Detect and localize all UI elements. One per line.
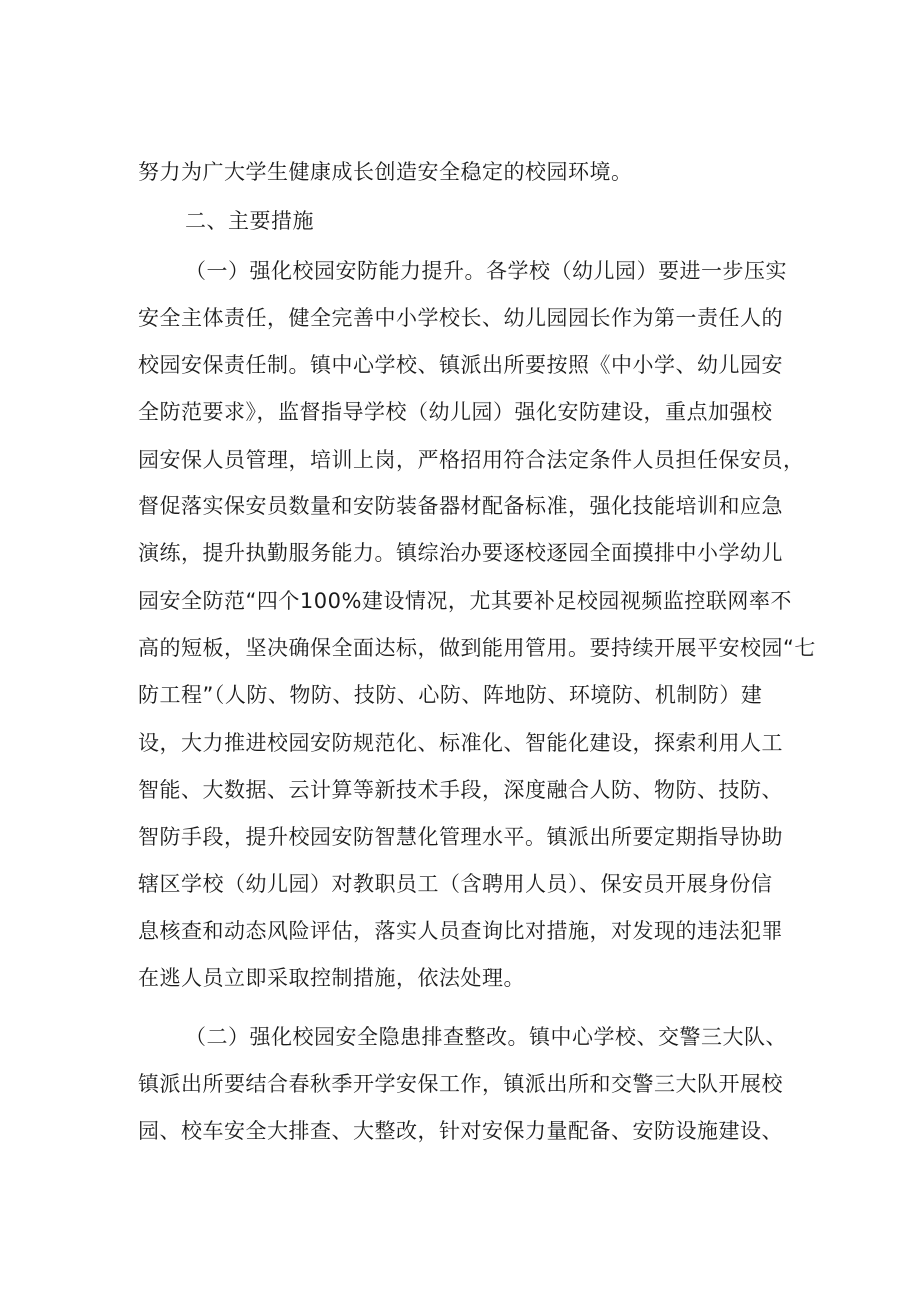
paragraph-1-line: 安全主体责任，健全完善中小学校长、幼儿园园长作为第一责任人的 [138,306,783,330]
paragraph-2-line: （二）强化校园安全隐患排查整改。镇中心学校、交警三大队、 [185,1025,787,1049]
paragraph-1-line: 辖区学校（幼儿园）对教职员工（含聘用人员）、保安员开展身份信 [138,872,773,896]
paragraph-2-line: 园、校车安全大排查、大整改，针对安保力量配备、安防设施建设、 [138,1119,783,1143]
paragraph-1-line: 督促落实保安员数量和安防装备器材配备标准，强化技能培训和应急 [138,494,783,518]
paragraph-1-line: 智能、大数据、云计算等新技术手段，深度融合人防、物防、技防、 [138,778,783,802]
paragraph-1-line: 全防范要求》，监督指导学校（幼儿园）强化安防建设，重点加强校 [138,400,773,424]
paragraph-1-line: 息核查和动态风险评估，落实人员查询比对措施，对发现的违法犯罪 [138,919,783,943]
paragraph-1-line: 设，大力推进校园安防规范化、标准化、智能化建设，探索利用人工 [138,731,783,755]
body-text-line: 努力为广大学生健康成长创造安全稳定的校园环境。 [138,160,633,184]
paragraph-1-line: 在逃人员立即采取控制措施，依法处理。 [138,966,525,990]
paragraph-1-line: 智防手段，提升校园安防智慧化管理水平。镇派出所要定期指导协助 [138,825,783,849]
paragraph-1-line: 演练，提升执勤服务能力。镇综治办要逐校逐园全面摸排中小学幼儿 [138,541,783,565]
paragraph-1-line: 校园安保责任制。镇中心学校、镇派出所要按照《中小学、幼儿园安 [138,353,783,377]
section-heading: 二、主要措施 [185,209,314,233]
paragraph-1-line: （一）强化校园安防能力提升。各学校（幼儿园）要进一步压实 [185,259,787,283]
paragraph-1-line: 高的短板，坚决确保全面达标，做到能用管用。要持续开展平安校园“七 [138,636,816,660]
paragraph-2-line: 镇派出所要结合春秋季开学安保工作，镇派出所和交警三大队开展校 [138,1072,783,1096]
paragraph-1-line: 防工程”（人防、物防、技防、心防、阵地防、环境防、机制防）建 [138,683,763,707]
paragraph-1-line: 园安保人员管理，培训上岗，严格招用符合法定条件人员担任保安员， [138,448,805,472]
paragraph-1-line: 园安全防范“四个100%建设情况，尤其要补足校园视频监控联网率不 [138,589,792,613]
